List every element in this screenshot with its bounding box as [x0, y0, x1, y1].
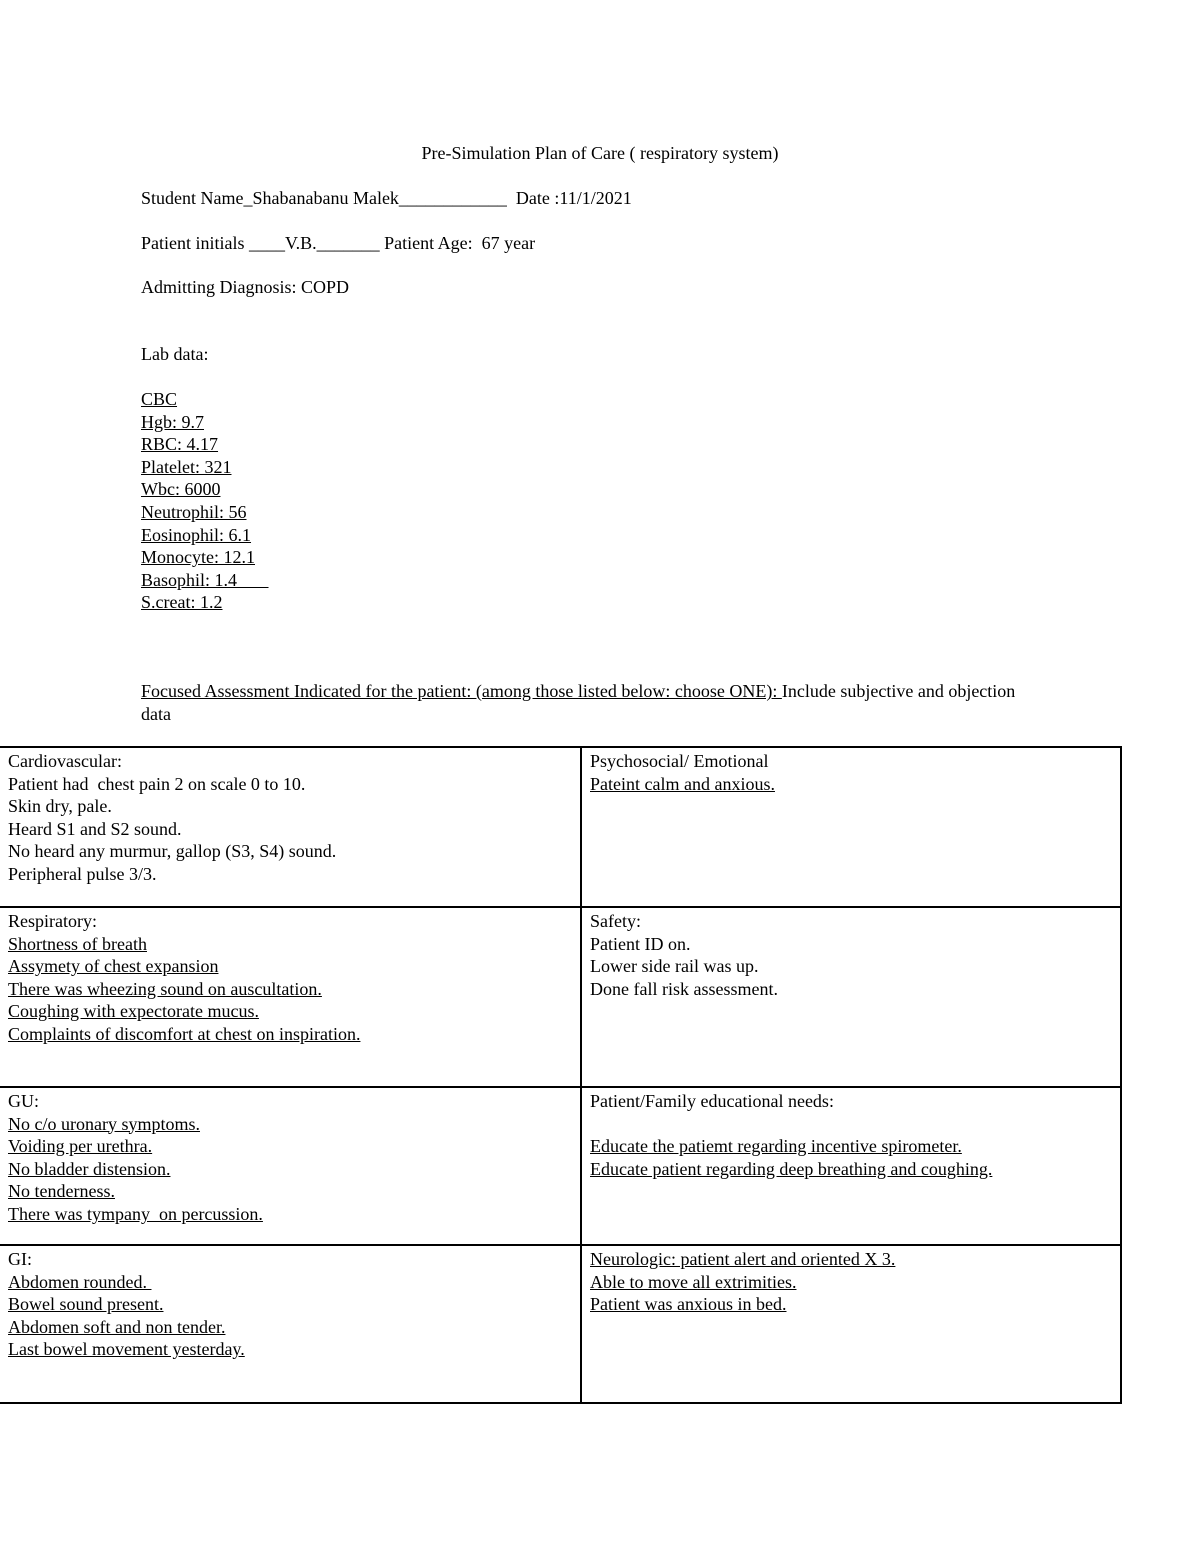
- document-title: Pre-Simulation Plan of Care ( respiratory system): [421, 143, 779, 163]
- neurologic-line: Patient was anxious in bed.: [590, 1294, 787, 1315]
- respiratory-line: Complaints of discomfort at chest on inspiration.: [8, 1023, 361, 1044]
- safety-line: Done fall risk assessment.: [590, 978, 778, 999]
- respiratory-line: Assymety of chest expansion: [8, 956, 219, 977]
- cell-cardiovascular: [0, 747, 581, 907]
- safety-heading: Safety:: [590, 911, 641, 931]
- student-name-date-line: Student Name_Shabanabanu Malek____________ Date :11/1/2021: [141, 188, 632, 208]
- lab-data-heading: Lab data:: [141, 344, 209, 364]
- cardiovascular-line: No heard any murmur, gallop (S3, S4) sound.: [8, 841, 337, 862]
- safety-line: Lower side rail was up.: [590, 956, 759, 977]
- respiratory-line: Coughing with expectorate mucus.: [8, 1001, 259, 1022]
- cardiovascular-line: Patient had chest pain 2 on scale 0 to 10.: [8, 773, 306, 794]
- lab-item-monocyte: Monocyte: 12.1: [141, 547, 255, 568]
- gi-line: Bowel sound present.: [8, 1294, 164, 1315]
- cardiovascular-heading: Cardiovascular:: [8, 751, 122, 771]
- focused-assessment-prompt: Focused Assessment Indicated for the patient: (among those listed below: choose ONE):: [141, 681, 782, 701]
- admitting-diagnosis-line: Admitting Diagnosis: COPD: [141, 277, 350, 297]
- focused-assessment-instructions: [141, 680, 1041, 726]
- lab-item-neutrophil: Neutrophil: 56: [141, 501, 247, 522]
- lab-item-screat: S.creat: 1.2: [141, 592, 223, 613]
- cardiovascular-line: Skin dry, pale.: [8, 796, 112, 817]
- cell-respiratory: [0, 907, 581, 1087]
- neurologic-line: Neurologic: patient alert and oriented X 3.: [590, 1249, 896, 1269]
- gu-line: There was tympany on percussion.: [8, 1203, 263, 1224]
- respiratory-heading: Respiratory:: [8, 911, 97, 931]
- lab-item-hgb: Hgb: 9.7: [141, 411, 204, 432]
- lab-item-eosinophil: Eosinophil: 6.1: [141, 524, 252, 545]
- education-line: Educate the patiemt regarding incentive spirometer.: [590, 1136, 962, 1157]
- assessment-table: [0, 746, 1122, 1404]
- lab-item-rbc: RBC: 4.17: [141, 434, 219, 455]
- gu-line: No tenderness.: [8, 1181, 115, 1202]
- cardiovascular-line: Heard S1 and S2 sound.: [8, 818, 182, 839]
- patient-initials-age-line: Patient initials ____V.B._______ Patient Age: 67 year: [141, 233, 536, 253]
- education-heading: Patient/Family educational needs:: [590, 1091, 834, 1111]
- education-line: Educate patient regarding deep breathing and coughing.: [590, 1158, 993, 1179]
- respiratory-line: Shortness of breath: [8, 933, 147, 954]
- gi-heading: GI:: [8, 1249, 32, 1269]
- gu-line: No c/o uronary symptoms.: [8, 1113, 200, 1134]
- gu-heading: GU:: [8, 1091, 39, 1111]
- gi-line: Abdomen rounded.: [8, 1271, 152, 1292]
- psychosocial-heading: Psychosocial/ Emotional: [590, 751, 769, 771]
- cell-neurologic: [581, 1245, 1121, 1403]
- lab-data-list: [141, 388, 269, 614]
- cell-education: [581, 1087, 1121, 1245]
- education-spacer: [590, 1113, 1114, 1136]
- lab-item-cbc: CBC: [141, 389, 178, 409]
- cell-gu: [0, 1087, 581, 1245]
- cell-gi: [0, 1245, 581, 1403]
- cell-psychosocial: [581, 747, 1121, 907]
- respiratory-line: There was wheezing sound on auscultation.: [8, 978, 322, 999]
- psychosocial-line: Pateint calm and anxious.: [590, 773, 775, 794]
- lab-item-wbc: Wbc: 6000: [141, 479, 221, 500]
- gi-line: Last bowel movement yesterday.: [8, 1339, 245, 1360]
- neurologic-line: Able to move all extrimities.: [590, 1271, 797, 1292]
- gu-line: No bladder distension.: [8, 1158, 171, 1179]
- focused-assessment-note: Include subjective and objection data: [141, 681, 1016, 724]
- lab-item-platelet: Platelet: 321: [141, 456, 232, 477]
- gu-line: Voiding per urethra.: [8, 1136, 153, 1157]
- safety-line: Patient ID on.: [590, 933, 691, 954]
- cardiovascular-line: Peripheral pulse 3/3.: [8, 863, 157, 884]
- lab-item-basophil: Basophil: 1.4: [141, 569, 269, 590]
- gi-line: Abdomen soft and non tender.: [8, 1316, 226, 1337]
- cell-safety: [581, 907, 1121, 1087]
